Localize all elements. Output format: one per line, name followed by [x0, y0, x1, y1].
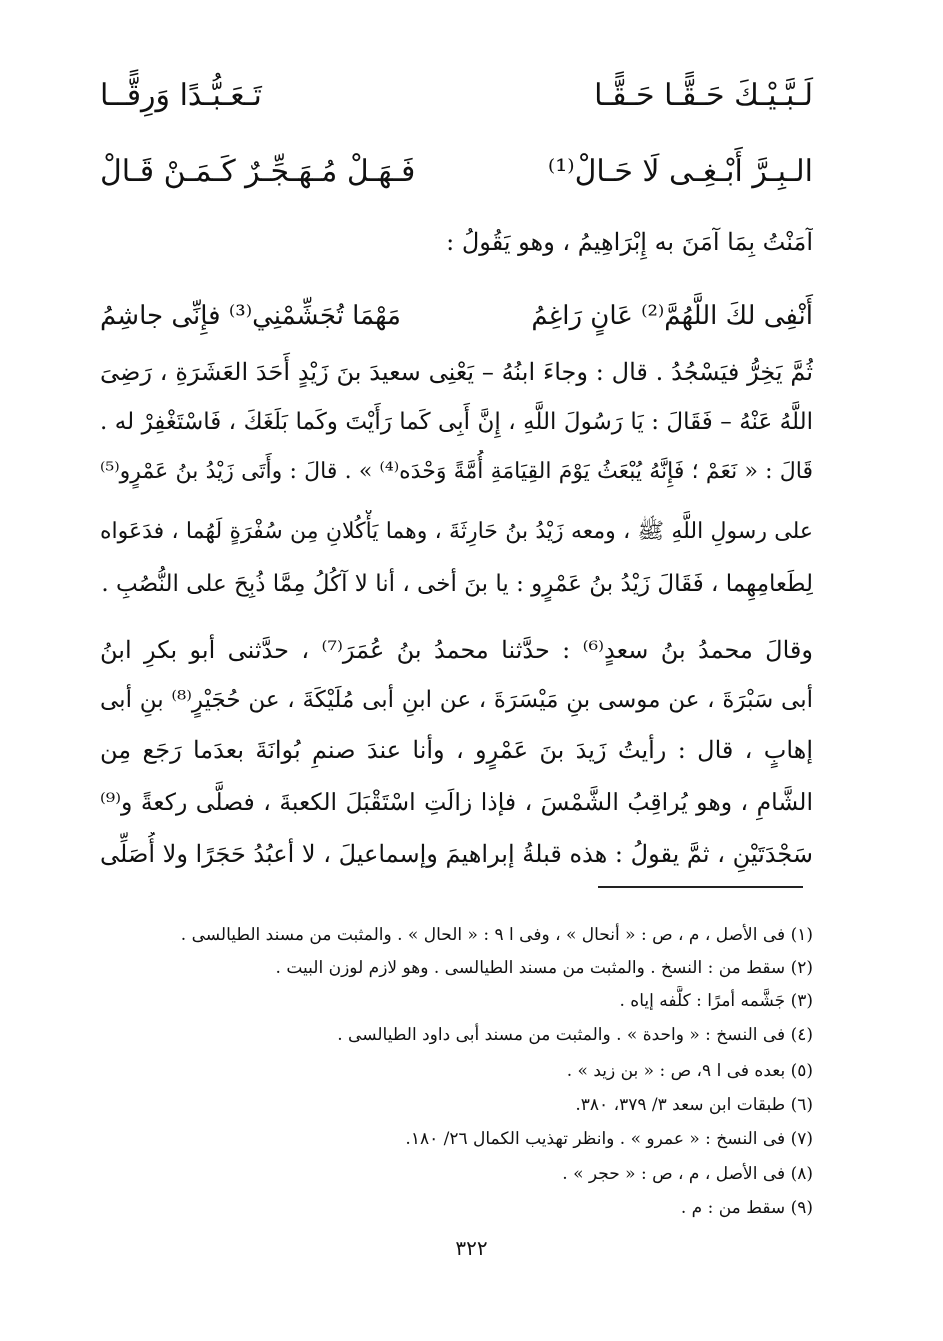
footnote-6: (٦) طبقات ابن سعد ٣/ ٣٧٩، ٣٨٠.	[575, 1095, 813, 1115]
footnote-7: (٧) فى النسخ : « عمرو » . وانظر تهذيب الكمال ٢٦/ ١٨٠.	[405, 1129, 813, 1149]
verse-1-second-hemistich: تَـعَـبُّـدًا وَرِقًّــا	[100, 78, 262, 113]
footnote-2: (٢) سقط من : النسخ . والمثبت من مسند الطيالسى . وهو لازم لوزن البيت .	[275, 958, 813, 978]
paragraph-2-line-1: وقالَ محمدُ بنُ سعدٍ⁽⁶⁾ : حدَّثنا محمدُ بنُ عُمَرَ⁽⁷⁾ ، حدَّثنى أبو بكرِ ابنُ	[100, 636, 813, 664]
footnote-separator	[598, 886, 803, 888]
verse-2-second-hemistich: فَـهَـلْ مُـهَـجِّـرٌ كَـمَـنْ قَـالْ	[100, 154, 416, 189]
paragraph-1-line-2: اللَّهُ عَنْهُ – فَقَالَ : يَا رَسُولَ اللَّهِ ، إِنَّ أَبِى كَما رَأَيْتَ وكَما بَلَغَكَ ، فَاسْتَغْفِرْ له .	[100, 409, 813, 435]
footnote-9: (٩) سقط من : م .	[680, 1198, 813, 1218]
footnote-8: (٨) فى الأصل ، م ، ص : « حجر » .	[562, 1164, 813, 1184]
verse-2-first-hemistich: الـبِـرَّ أَبْـغِـى لَا حَـالْ⁽¹⁾	[547, 154, 813, 189]
intro-line: آمَنْتُ بِمَا آمَنَ به إِبْرَاهِيمُ ، وهو يَقُولُ :	[446, 228, 813, 256]
footnote-5: (٥) بعده فى ا ٩، ص : « بن زيد » .	[566, 1061, 813, 1081]
poem-verse-1	[100, 66, 813, 126]
verse-3-first-hemistich: أَنْفِى لكَ اللَّهُمَّ⁽²⁾ عَانٍ رَاغِمُ	[531, 301, 813, 331]
paragraph-1-line-3: قَالَ : « نَعَمْ ؛ فَإِنَّهُ يُبْعَثُ يَوْمَ القِيَامَةِ أُمَّةً وَحْدَه⁽⁴⁾ » . قالَ : وأَتَى زَيْدُ بنُ عَمْرٍو⁽⁵⁾	[100, 459, 813, 484]
footnote-3: (٣) جَشَّمه أمرًا : كلَّفه إياه .	[619, 991, 813, 1011]
verse-1-first-hemistich: لَـبَّـيْـكَ حَـقًّـا حَـقًّـا	[594, 78, 813, 113]
page-number: ٣٢٢	[455, 1236, 488, 1260]
paragraph-1-line-1: ثُمَّ يَخِرُّ فيَسْجُدُ . قال : وجاءَ ابنُهُ – يَعْنِى سعيدَ بنَ زَيْدٍ أَحَدَ العَشَرَةِ ، رَضِىَ	[100, 358, 813, 386]
poem-verse-3	[100, 286, 813, 346]
paragraph-1-line-5: لِطَعامِهِما ، فَقَالَ زَيْدُ بنُ عَمْرٍو : يا بنَ أخى ، أنا لا آكُلُ مِمَّا ذُبِحَ على النُّصُبِ .	[101, 571, 813, 597]
paragraph-2-line-5: سَجْدَتَيْنِ ، ثمَّ يقولُ : هذه قبلةُ إبراهيمَ وإسماعيلَ ، لا أعبُدُ حَجَرًا ولا أُصَلِّى	[100, 840, 813, 868]
footnote-1: (١) فى الأصل ، م ، ص : « أنحال » ، وفى ا ٩ : « الحال » . والمثبت من مسند الطيالسى .	[180, 925, 813, 945]
paragraph-2-line-3: إهابٍ ، قال : رأيتُ زَيدَ بنَ عَمْرٍو ، وأنا عندَ صنمِ بُوانَةَ بعدَما رَجَع مِن	[100, 736, 813, 764]
paragraph-2-line-4: الشَّامِ ، وهو يُراقِبُ الشَّمْسَ ، فإذا زالَتِ اسْتَقْبَلَ الكعبةَ ، فصلَّى ركعةً و⁽⁹⁾	[100, 788, 813, 816]
verse-3-second-hemistich: مَهْمَا تُجَشِّمْنِي⁽³⁾ فإِنِّى جاشِمُ	[100, 301, 401, 331]
footnote-4: (٤) فى النسخ : « واحدة » . والمثبت من مسند أبى داود الطيالسى .	[337, 1025, 813, 1045]
paragraph-1-line-4: على رسولِ اللَّهِ ﷺ ، ومعه زَيْدُ بنُ حَارِثَةَ ، وهما يَأْكُلانِ مِن سُفْرَةٍ لَهُما ، فدَعَواه	[100, 519, 813, 544]
poem-verse-2	[100, 142, 813, 202]
paragraph-2-line-2: أبى سَبْرَةَ ، عن موسى بنِ مَيْسَرَةَ ، عن ابنِ أبى مُلَيْكَةَ ، عن حُجَيْرٍ⁽⁸⁾ بنِ أبى	[100, 687, 813, 713]
